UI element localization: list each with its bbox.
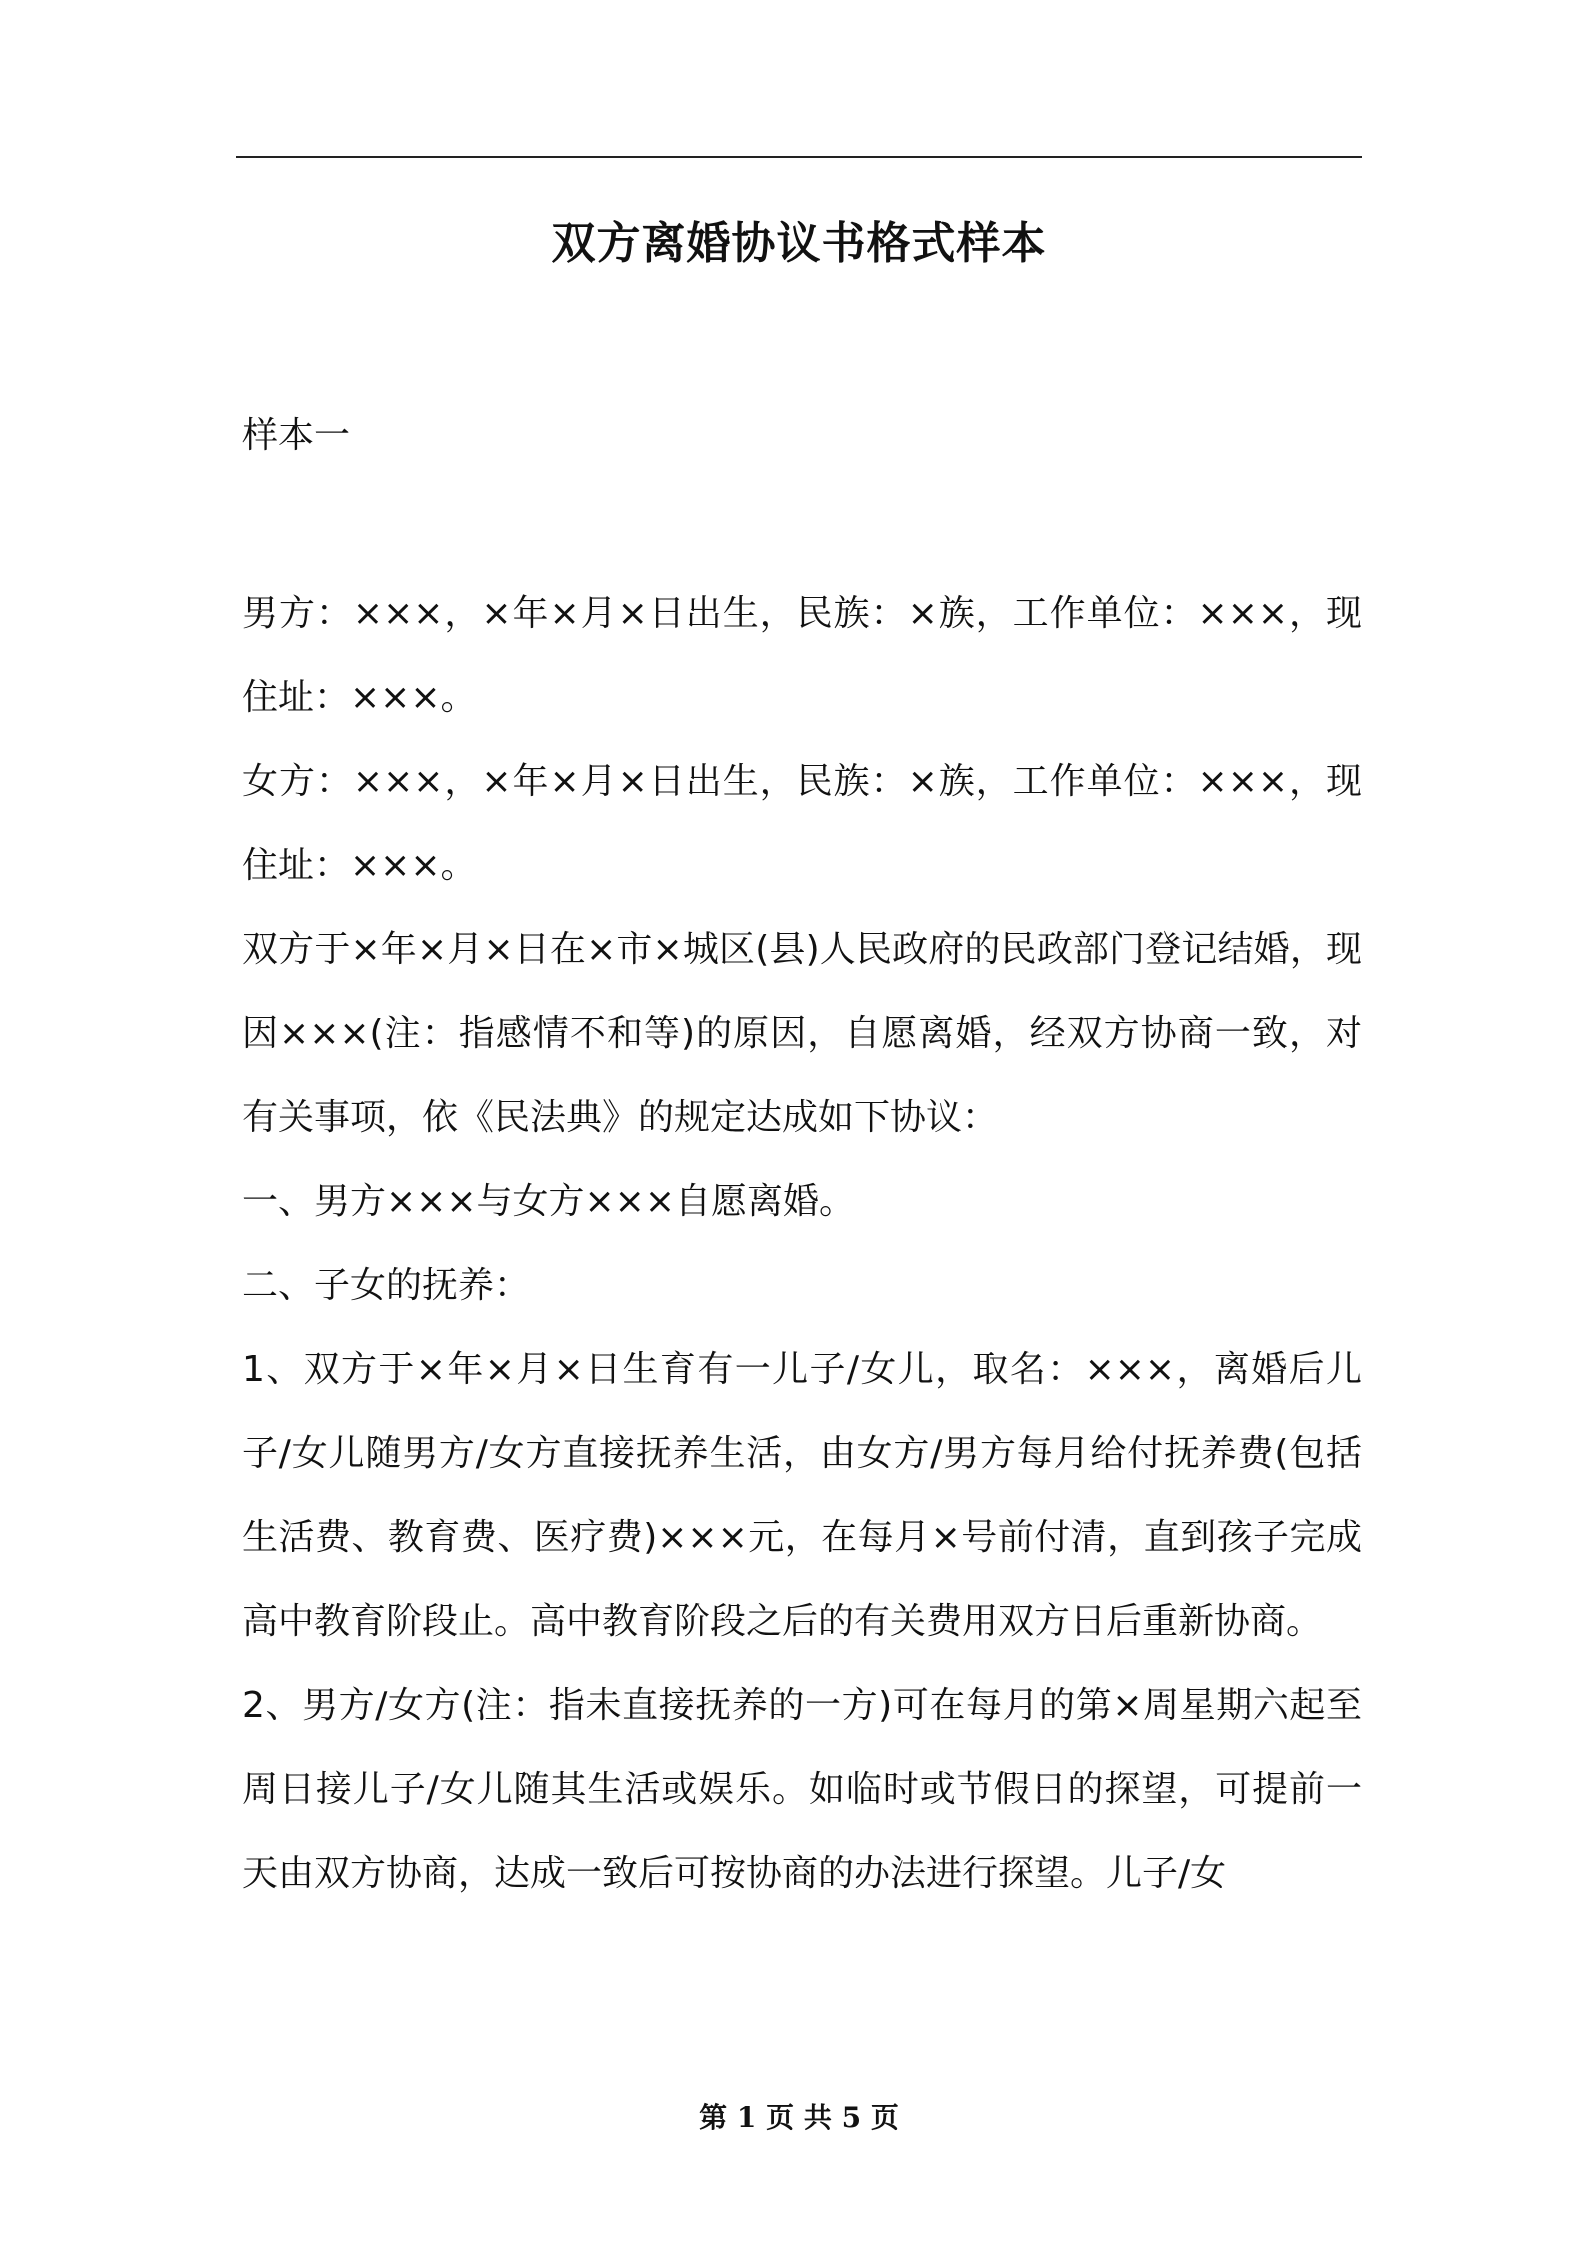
clause-2-heading: 二、子女的抚养： (242, 1265, 531, 1306)
clause-2-item-2: 2、男方/女方(注：指未直接抚养的一方)可在每月的第×周星期六起至周日接儿子/女儿随其生活或娱乐。如临时或节假日的探望，可提前一天由双方协商，达成一致后可按协商的办法进行探望。儿子/女 (242, 1685, 1362, 1894)
document-title: 双方离婚协议书格式样本 (551, 218, 1047, 269)
document-body (242, 572, 1362, 1916)
paragraph-marriage-registration: 双方于×年×月×日在×市×城区(县)人民政府的民政部门登记结婚，现因×××(注：指感情不和等)的原因，自愿离婚，经双方协商一致，对有关事项，依《民法典》的规定达成如下协议： (242, 929, 1362, 1138)
clause-2-item-1: 1、双方于×年×月×日生育有一儿子/女儿，取名：×××，离婚后儿子/女儿随男方/女方直接抚养生活，由女方/男方每月给付抚养费(包括生活费、教育费、医疗费)×××元，在每月×号前付清，直到孩子完成高中教育阶段止。高中教育阶段之后的有关费用双方日后重新协商。 (242, 1349, 1362, 1642)
header-rule (236, 156, 1362, 158)
clause-1-divorce: 一、男方×××与女方×××自愿离婚。 (242, 1181, 855, 1222)
section-label: 样本一 (242, 415, 351, 456)
paragraph-male-party: 男方：×××，×年×月×日出生，民族：×族，工作单位：×××，现住址：×××。 (242, 593, 1362, 718)
paragraph-female-party: 女方：×××，×年×月×日出生，民族：×族，工作单位：×××，现住址：×××。 (242, 761, 1362, 886)
page-footer: 第 1 页 共 5 页 (699, 2101, 899, 2134)
